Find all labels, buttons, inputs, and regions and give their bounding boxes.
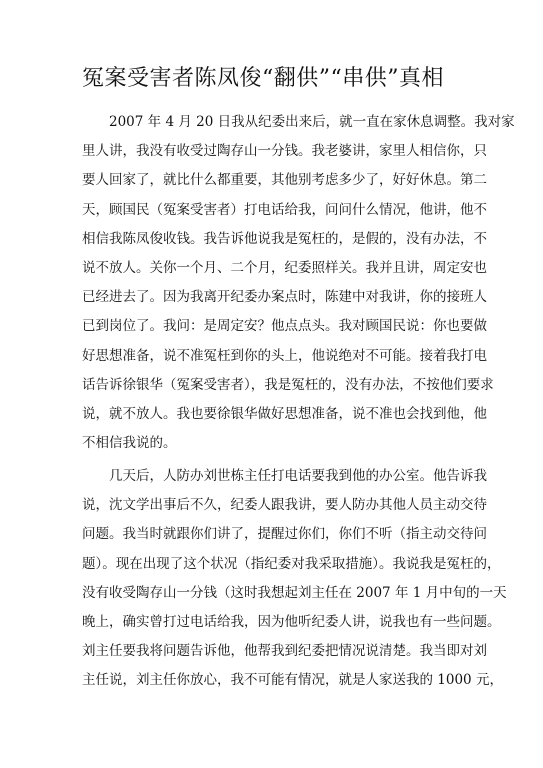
text-line: 说，就不放人。我也要徐银华做好思想准备，说不准也会找到他，他 [82, 405, 487, 422]
paragraph-2 [82, 462, 507, 696]
text-line: 不相信我说的。 [82, 435, 177, 452]
text-line: 2007 年 4 月 20 日我从纪委出来后，就一直在家休息调整。我对家 [109, 114, 515, 130]
text-line: 话告诉徐银华（冤案受害者），我是冤枉的，没有办法，不按他们要求 [82, 376, 494, 393]
text-line: 刘主任要我将问题告诉他，他帮我到纪委把情况说清楚。我当即对刘 [82, 643, 487, 660]
text-line: 没有收受陶存山一分钱（这时我想起刘主任在 2007 年 1 月中旬的一天 [82, 584, 507, 601]
text-line: 问题。我当时就跟你们讲了，提醒过你们，你们不听（指主动交待问 [82, 526, 487, 543]
text-line: 几天后，人防办刘世栋主任打电话要我到他的办公室。他告诉我 [109, 468, 487, 484]
text-line: 天，顾国民（冤案受害者）打电话给我，问问什么情况，他讲，他不 [82, 201, 487, 218]
text-line: 说不放人。关你一个月、二个月，纪委照样关。我并且讲，周定安也 [82, 259, 487, 276]
text-line: 要人回家了，就比什么都重要，其他别考虑多少了，好好休息。第二 [82, 172, 487, 189]
text-line: 里人讲，我没有收受过陶存山一分钱。我老婆讲，家里人相信你，只 [82, 143, 487, 160]
text-line: 相信我陈凤俊收钱。我告诉他说我是冤枉的，是假的，没有办法，不 [82, 230, 487, 247]
text-line: 已到岗位了。我问：是周定安？他点点头。我对顾国民说：你也要做 [82, 318, 487, 335]
paragraph-1 [82, 108, 515, 458]
text-line: 主任说，刘主任你放心，我不可能有情况，就是人家送我的 1000 元， [82, 672, 503, 689]
text-line: 已经进去了。因为我离开纪委办案点时，陈建中对我讲，你的接班人 [82, 289, 487, 306]
document-title: 冤案受害者陈凤俊“翻供”“串供”真相 [82, 66, 444, 91]
text-line: 晚上，确实曾打过电话给我，因为他听纪委人讲，说我也有一些问题。 [82, 613, 501, 630]
text-line: 说，沈文学出事后不久，纪委人跟我讲，要人防办其他人员主动交待 [82, 497, 487, 514]
text-line: 题）。现在出现了这个状况（指纪委对我采取措施）。我说我是冤枉的， [82, 555, 501, 572]
text-line: 好思想准备，说不准冤枉到你的头上，他说绝对不可能。接着我打电 [82, 347, 487, 364]
